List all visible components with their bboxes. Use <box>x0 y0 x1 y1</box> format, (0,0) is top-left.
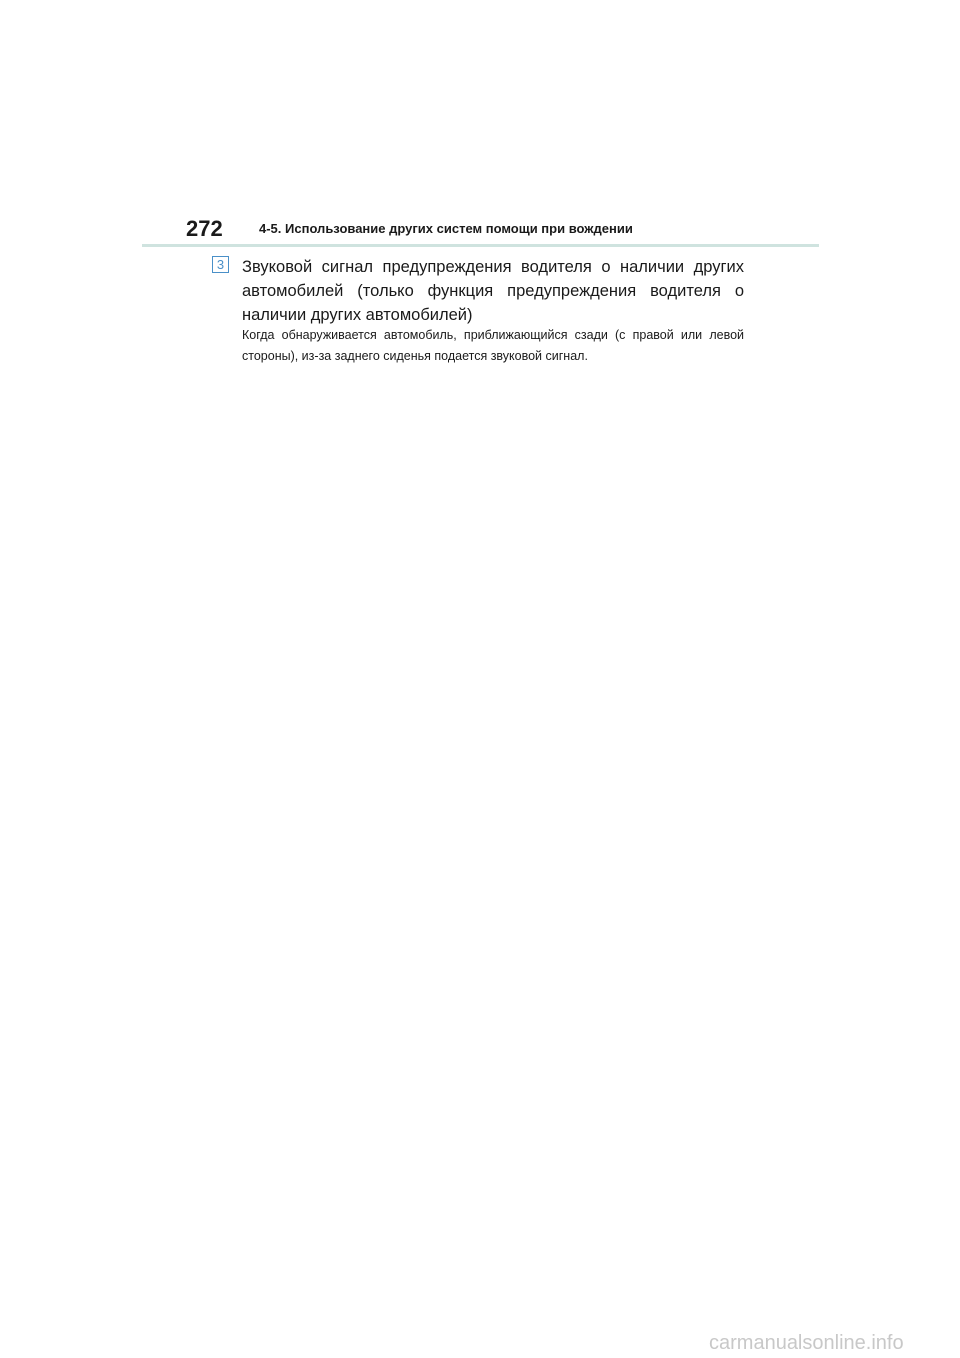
section-title: 4-5. Использование других систем помощи при вождении <box>259 221 633 236</box>
item-heading: Звуковой сигнал предупреждения водителя о наличии других автомобилей (только функция предупреждения водителя о наличии других автомобилей) <box>242 258 744 324</box>
page-number: 272 <box>186 216 223 241</box>
item-description: Когда обнаруживается автомобиль, приближающийся сзади (с правой или левой стороны), из-за заднего сиденья подается звуковой сигнал. <box>242 328 744 363</box>
header-divider <box>142 244 819 247</box>
item-number-badge: 3 <box>212 256 229 273</box>
watermark: carmanualsonline.info <box>709 1332 904 1354</box>
page-header <box>186 216 806 242</box>
